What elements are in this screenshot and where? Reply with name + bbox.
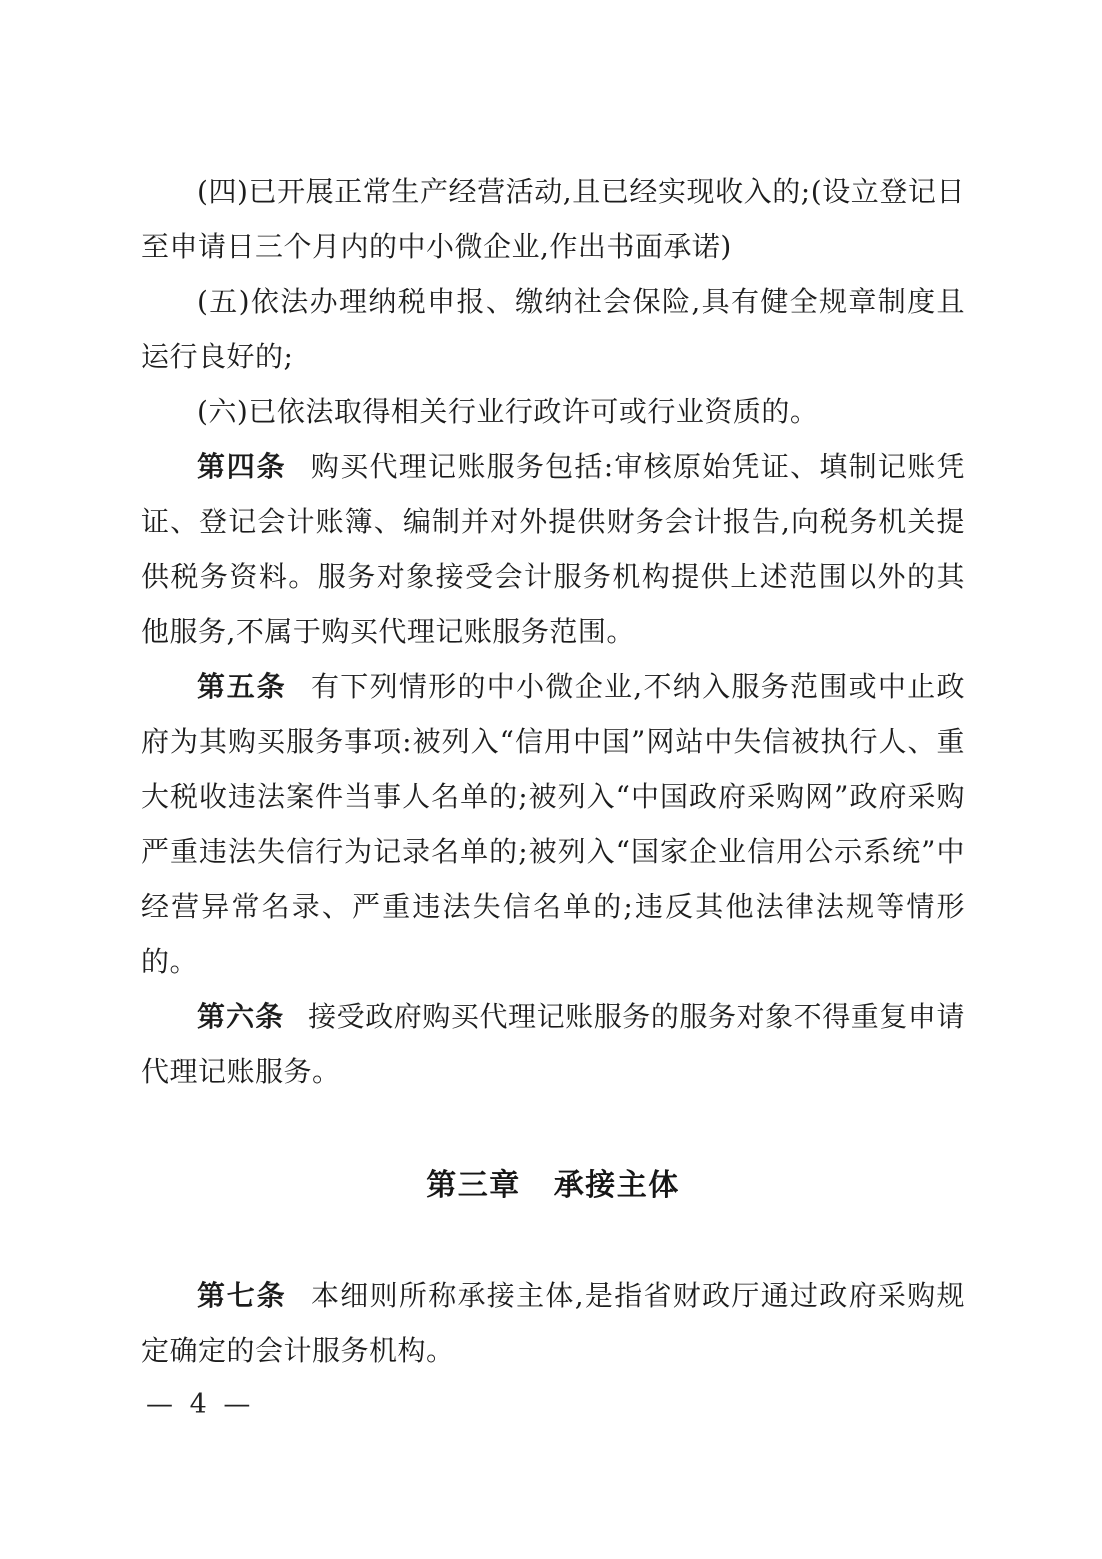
article-text-6: 接受政府购买代理记账服务的服务对象不得重复申请代理记账服务。 [141, 1000, 965, 1088]
article-paragraph-5 [141, 659, 965, 989]
article-paragraph-7 [141, 1268, 965, 1378]
chapter-heading [141, 1157, 965, 1214]
chapter-title: 承接主体 [553, 1168, 680, 1203]
page-number: — 4 — [146, 1389, 255, 1420]
clause-item-5: (五)依法办理纳税申报、缴纳社会保险,具有健全规章制度且运行良好的; [141, 285, 965, 373]
article-text-4: 购买代理记账服务包括:审核原始凭证、填制记账凭证、登记会计账簿、编制并对外提供财务会计报告,向税务机关提供税务资料。服务对象接受会计服务机构提供上述范围以外的其他服务,不属于购买代理记账服务范围。 [141, 450, 965, 648]
article-label-7: 第七条 [197, 1279, 287, 1312]
clause-item-6: (六)已依法取得相关行业行政许可或行业资质的。 [197, 395, 819, 428]
article-label-6: 第六条 [197, 1000, 285, 1033]
document-body [141, 164, 965, 1378]
clause-item-4: (四)已开展正常生产经营活动,且已经实现收入的;(设立登记日至申请日三个月内的中小微企业,作出书面承诺) [141, 175, 965, 263]
article-paragraph-6 [141, 989, 965, 1099]
article-paragraph-4 [141, 439, 965, 659]
article-label-5: 第五条 [197, 670, 287, 703]
article-label-4: 第四条 [197, 450, 287, 483]
chapter-number: 第三章 [426, 1168, 521, 1203]
article-text-7: 本细则所称承接主体,是指省财政厅通过政府采购规定确定的会计服务机构。 [141, 1279, 965, 1367]
article-text-5: 有下列情形的中小微企业,不纳入服务范围或中止政府为其购买服务事项:被列入“信用中国”网站中失信被执行人、重大税收违法案件当事人名单的;被列入“中国政府采购网”政府采购严重违法失信行为记录名单的;被列入“国家企业信用公示系统”中经营异常名录、严重违法失信名单的;违反其他法律法规等情形的。 [141, 670, 965, 978]
